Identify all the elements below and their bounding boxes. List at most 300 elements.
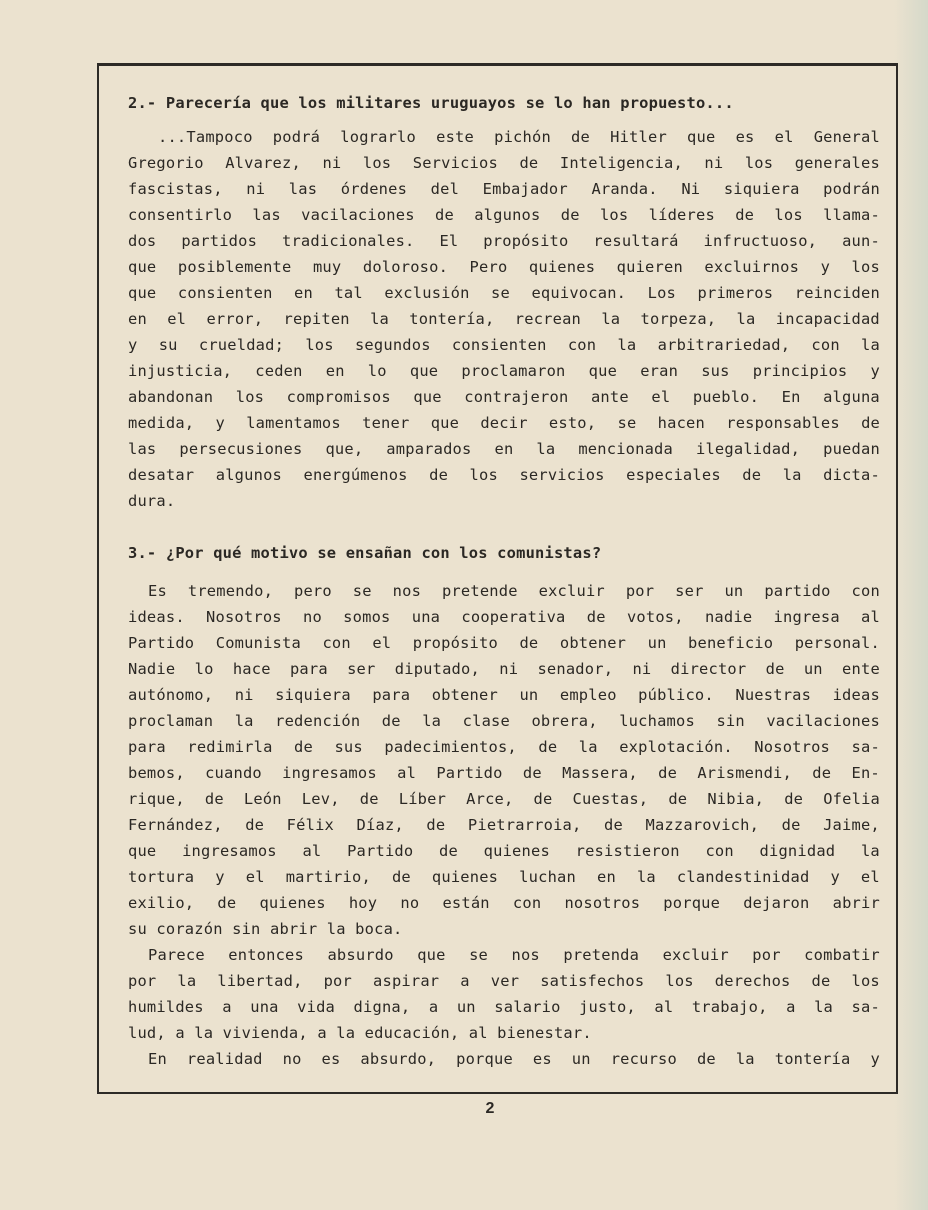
word: Líber xyxy=(398,790,447,808)
word: martirio, xyxy=(285,868,371,886)
word: de xyxy=(429,466,449,484)
word: la xyxy=(601,310,621,328)
word: no xyxy=(400,894,420,912)
word: con xyxy=(567,336,597,354)
word: los xyxy=(362,154,392,172)
word: justo, xyxy=(579,998,636,1016)
text-line xyxy=(128,760,880,786)
word: digna, xyxy=(353,998,411,1016)
word: cooperativa xyxy=(461,608,566,626)
word: la xyxy=(177,972,197,990)
word: de xyxy=(658,764,678,782)
word: mencionada xyxy=(578,440,673,458)
word: nos xyxy=(392,582,422,600)
word: libertad, xyxy=(217,972,303,990)
word: dejaron xyxy=(743,894,810,912)
text-line xyxy=(128,176,880,202)
word: un xyxy=(571,1050,591,1068)
word: de xyxy=(668,790,688,808)
text-line xyxy=(128,306,880,332)
word: de xyxy=(434,206,454,224)
word: la xyxy=(636,868,656,886)
word: se xyxy=(491,284,510,302)
word: Ni xyxy=(681,180,701,198)
word: Pietrarroia, xyxy=(467,816,582,834)
text-line xyxy=(128,812,880,838)
word: al xyxy=(397,764,417,782)
word: de xyxy=(560,206,580,224)
word: en xyxy=(596,868,616,886)
word: resistieron xyxy=(575,842,680,860)
word: de xyxy=(359,790,379,808)
word: ideas. xyxy=(128,608,185,626)
word: de xyxy=(245,816,265,834)
word: responsables xyxy=(726,414,840,432)
word: al xyxy=(861,608,880,626)
word: un xyxy=(647,634,667,652)
word: los xyxy=(851,258,880,276)
text-line xyxy=(128,656,880,682)
word: la xyxy=(860,842,880,860)
word: Massera, xyxy=(562,764,638,782)
text-line xyxy=(128,994,880,1020)
paragraph-gap xyxy=(128,514,880,540)
word: los xyxy=(851,972,880,990)
text-line xyxy=(128,968,880,994)
word: con xyxy=(512,894,542,912)
text-line xyxy=(128,1020,880,1046)
word: satisfechos xyxy=(540,972,645,990)
word: ideas xyxy=(832,686,880,704)
word: que xyxy=(687,128,716,146)
word: de xyxy=(381,712,401,730)
word: se xyxy=(469,946,489,964)
text-line xyxy=(128,436,880,462)
word: para xyxy=(372,686,411,704)
word: de xyxy=(294,738,313,756)
word: segundos xyxy=(354,336,431,354)
text-line xyxy=(128,604,880,630)
text-line xyxy=(128,864,880,890)
word: decir xyxy=(480,414,528,432)
word: Nadie xyxy=(128,660,176,678)
word: la xyxy=(814,998,834,1016)
line-text: lud, a la vivienda, a la educación, al bienestar. xyxy=(128,1024,592,1042)
word: reinciden xyxy=(794,284,880,302)
word: siquiera xyxy=(275,686,351,704)
word: Hitler xyxy=(610,128,667,146)
word: Ofelia xyxy=(823,790,880,808)
word: que xyxy=(413,388,442,406)
word: vida xyxy=(297,998,336,1016)
word: que xyxy=(417,946,446,964)
word: recurso xyxy=(610,1050,677,1068)
word: alguna xyxy=(823,388,880,406)
line-text: 2.- Parecería que los militares uruguayos se lo han propuesto... xyxy=(128,94,734,112)
word: y xyxy=(870,362,880,380)
word: Nibia, xyxy=(707,790,765,808)
word: excluir xyxy=(662,946,729,964)
word: compromisos xyxy=(286,388,391,406)
word: de xyxy=(604,816,623,834)
page-number: 2 xyxy=(485,1100,495,1117)
word: líderes xyxy=(648,206,715,224)
word: de xyxy=(571,128,590,146)
word: en xyxy=(494,440,514,458)
word: exclusión xyxy=(384,284,470,302)
word: órdenes xyxy=(340,180,408,198)
word: ingresa xyxy=(773,608,840,626)
word: obtener xyxy=(431,686,498,704)
word: nosotros xyxy=(564,894,641,912)
word: la xyxy=(617,336,637,354)
word: quienes xyxy=(528,258,596,276)
word: a xyxy=(428,998,439,1016)
word: y xyxy=(128,336,138,354)
document-body xyxy=(128,90,880,1072)
word: sin xyxy=(716,712,745,730)
word: que xyxy=(128,258,157,276)
word: consienten xyxy=(177,284,273,302)
paper-edge-shading xyxy=(894,0,928,1210)
word: ante xyxy=(590,388,629,406)
word: primeros xyxy=(697,284,774,302)
word: tontería xyxy=(774,1050,851,1068)
text-line xyxy=(128,358,880,384)
word: vacilaciones xyxy=(766,712,880,730)
word: infructuoso, xyxy=(703,232,818,250)
word: por xyxy=(625,582,655,600)
word: obtener xyxy=(559,634,627,652)
word: para xyxy=(128,738,166,756)
word: por xyxy=(752,946,781,964)
word: error, xyxy=(206,310,264,328)
word: de xyxy=(781,816,801,834)
word: y xyxy=(215,868,225,886)
word: tal xyxy=(334,284,363,302)
word: Partido xyxy=(128,634,195,652)
text-line xyxy=(128,916,880,942)
word: equivocan. xyxy=(531,284,627,302)
word: es xyxy=(532,1050,552,1068)
word: los xyxy=(235,388,265,406)
word: ingresamos xyxy=(282,764,377,782)
word: pichón xyxy=(494,128,551,146)
word: energúmenos xyxy=(303,466,408,484)
word: servicios xyxy=(519,466,605,484)
line-text: dura. xyxy=(128,492,176,510)
word: que xyxy=(409,362,439,380)
text-line xyxy=(128,1046,880,1072)
word: lo xyxy=(194,660,214,678)
word: un xyxy=(724,582,744,600)
word: exilio, xyxy=(128,894,195,912)
word: Partido xyxy=(347,842,414,860)
word: una xyxy=(250,998,279,1016)
word: el xyxy=(372,634,392,652)
word: pueblo. xyxy=(692,388,760,406)
word: sus xyxy=(334,738,363,756)
word: luchan xyxy=(519,868,576,886)
word: en xyxy=(325,362,345,380)
word: es xyxy=(735,128,755,146)
word: podrán xyxy=(823,180,880,198)
word: combatir xyxy=(804,946,880,964)
word: la xyxy=(578,738,598,756)
word: senador, xyxy=(537,660,614,678)
word: abrir xyxy=(832,894,880,912)
text-line xyxy=(128,124,880,150)
word: Lev, xyxy=(301,790,340,808)
word: de xyxy=(765,660,785,678)
word: nadie xyxy=(704,608,753,626)
word: aspirar xyxy=(373,972,440,990)
word: nos xyxy=(511,946,540,964)
word: las xyxy=(288,180,318,198)
word: de xyxy=(391,868,411,886)
text-line xyxy=(128,202,880,228)
word: algunos xyxy=(474,206,541,224)
word: Es xyxy=(148,582,167,600)
word: al xyxy=(654,998,674,1016)
word: clandestinidad xyxy=(676,868,810,886)
word: Comunista xyxy=(215,634,301,652)
word: tortura xyxy=(128,868,195,886)
text-line xyxy=(128,280,880,306)
word: los xyxy=(469,466,498,484)
word: la xyxy=(782,466,802,484)
word: ni xyxy=(234,686,254,704)
text-line xyxy=(128,410,880,436)
word: redimirla xyxy=(187,738,273,756)
word: quieren xyxy=(616,258,683,276)
text-line xyxy=(128,682,880,708)
word: doloroso. xyxy=(362,258,449,276)
word: obrera, xyxy=(531,712,598,730)
text-line xyxy=(128,786,880,812)
word: a xyxy=(222,998,232,1016)
word: un xyxy=(519,686,539,704)
word: ilegalidad, xyxy=(695,440,801,458)
word: ni xyxy=(246,180,266,198)
word: Nosotros xyxy=(754,738,831,756)
word: de xyxy=(861,414,880,432)
word: podrá xyxy=(272,128,321,146)
word: la xyxy=(735,1050,755,1068)
word: no xyxy=(303,608,322,626)
word: y xyxy=(830,868,840,886)
word: este xyxy=(436,128,474,146)
word: Servicios xyxy=(412,154,498,172)
word: consentirlo xyxy=(128,206,233,224)
word: que xyxy=(588,362,618,380)
word: por xyxy=(323,972,352,990)
word: de xyxy=(533,790,553,808)
word: y xyxy=(215,414,225,432)
word: la xyxy=(861,336,880,354)
word: posiblemente xyxy=(177,258,292,276)
word: consienten xyxy=(451,336,547,354)
word: diputado, xyxy=(394,660,480,678)
word: somos xyxy=(343,608,391,626)
word: derechos xyxy=(714,972,791,990)
word: entonces xyxy=(228,946,304,964)
word: el xyxy=(860,868,880,886)
word: algunos xyxy=(215,466,283,484)
word: de xyxy=(812,764,832,782)
word: lo xyxy=(367,362,387,380)
word: en xyxy=(294,284,313,302)
text-line xyxy=(128,708,880,734)
word: General xyxy=(813,128,880,146)
word: ni xyxy=(322,154,342,172)
word: Arce, xyxy=(466,790,514,808)
word: de xyxy=(217,894,237,912)
word: beneficio xyxy=(688,634,774,652)
word: Cuestas, xyxy=(572,790,649,808)
word: los xyxy=(744,154,774,172)
word: muy xyxy=(312,258,342,276)
word: público. xyxy=(638,686,714,704)
word: esto, xyxy=(548,414,597,432)
text-line xyxy=(128,838,880,864)
word: absurdo xyxy=(327,946,394,964)
word: León xyxy=(243,790,282,808)
word: la xyxy=(422,712,442,730)
word: personal. xyxy=(794,634,880,652)
word: Aranda. xyxy=(591,180,658,198)
word: Nuestras xyxy=(735,686,812,704)
word: Jaime, xyxy=(823,816,880,834)
word: partidos xyxy=(181,232,258,250)
word: En xyxy=(781,388,801,406)
word: lamentamos xyxy=(246,414,341,432)
text-line xyxy=(128,734,880,760)
word: Pero xyxy=(469,258,508,276)
word: de xyxy=(538,738,558,756)
word: resultará xyxy=(593,232,679,250)
text-line xyxy=(128,578,880,604)
word: a xyxy=(786,998,796,1016)
word: de xyxy=(696,1050,716,1068)
word: puedan xyxy=(823,440,880,458)
word: Partido xyxy=(436,764,503,782)
word: siquiera xyxy=(723,180,800,198)
word: que, xyxy=(325,440,364,458)
line-text: su corazón sin abrir la boca. xyxy=(128,920,403,938)
word: un xyxy=(803,660,823,678)
word: votos, xyxy=(626,608,684,626)
word: salario xyxy=(494,998,561,1016)
word: ser xyxy=(347,660,376,678)
word: de xyxy=(784,790,804,808)
word: dicta- xyxy=(823,466,880,484)
word: en xyxy=(128,310,147,328)
word: redención xyxy=(275,712,361,730)
word: para xyxy=(289,660,328,678)
word: realidad xyxy=(186,1050,263,1068)
word: de xyxy=(519,154,539,172)
word: ingresamos xyxy=(182,842,277,860)
word: el xyxy=(167,310,187,328)
word: con xyxy=(322,634,351,652)
word: quienes xyxy=(431,868,499,886)
word: de xyxy=(204,790,224,808)
word: hacen xyxy=(657,414,705,432)
word: de xyxy=(439,842,458,860)
word: la xyxy=(370,310,389,328)
word: bemos, xyxy=(128,764,185,782)
word: Díaz, xyxy=(356,816,404,834)
word: director xyxy=(670,660,747,678)
word: excluirnos xyxy=(704,258,800,276)
word: clase xyxy=(462,712,510,730)
text-line xyxy=(128,150,880,176)
paragraph-gap xyxy=(128,566,880,578)
word: de xyxy=(742,466,762,484)
word: los xyxy=(774,206,803,224)
section-heading xyxy=(128,540,880,566)
word: generales xyxy=(794,154,880,172)
word: aun- xyxy=(842,232,880,250)
word: llama- xyxy=(823,206,880,224)
word: tremendo, xyxy=(187,582,274,600)
word: que xyxy=(128,284,157,302)
word: y xyxy=(870,1050,880,1068)
word: por xyxy=(128,972,157,990)
word: tontería, xyxy=(409,310,495,328)
word: principios xyxy=(752,362,848,380)
word: Inteligencia, xyxy=(559,154,683,172)
word: absurdo, xyxy=(360,1050,437,1068)
word: Alvarez, xyxy=(225,154,301,172)
word: porque xyxy=(456,1050,513,1068)
word: crueldad; xyxy=(198,336,285,354)
text-line xyxy=(128,630,880,656)
word: especiales xyxy=(626,466,721,484)
word: fascistas, xyxy=(128,180,223,198)
word: quienes xyxy=(483,842,550,860)
word: recrean xyxy=(514,310,582,328)
word: las xyxy=(252,206,281,224)
word: que xyxy=(430,414,460,432)
word: partido xyxy=(764,582,831,600)
word: tener xyxy=(362,414,410,432)
word: un xyxy=(456,998,476,1016)
word: las xyxy=(128,440,157,458)
word: Nosotros xyxy=(206,608,282,626)
word: En- xyxy=(851,764,880,782)
word: pretende xyxy=(441,582,518,600)
word: Fernández, xyxy=(128,816,223,834)
word: con xyxy=(811,336,840,354)
word: de xyxy=(811,972,831,990)
word: Parece xyxy=(148,946,205,964)
word: porque xyxy=(663,894,721,912)
word: explotación. xyxy=(619,738,733,756)
word: el xyxy=(651,388,671,406)
text-line xyxy=(128,890,880,916)
word: sus xyxy=(701,362,730,380)
word: proclamaron xyxy=(461,362,566,380)
word: ceden xyxy=(255,362,303,380)
word: El xyxy=(439,232,459,250)
word: se xyxy=(617,414,637,432)
word: proclaman xyxy=(128,712,214,730)
word: están xyxy=(442,894,490,912)
word: una xyxy=(411,608,441,626)
word: empleo xyxy=(559,686,617,704)
